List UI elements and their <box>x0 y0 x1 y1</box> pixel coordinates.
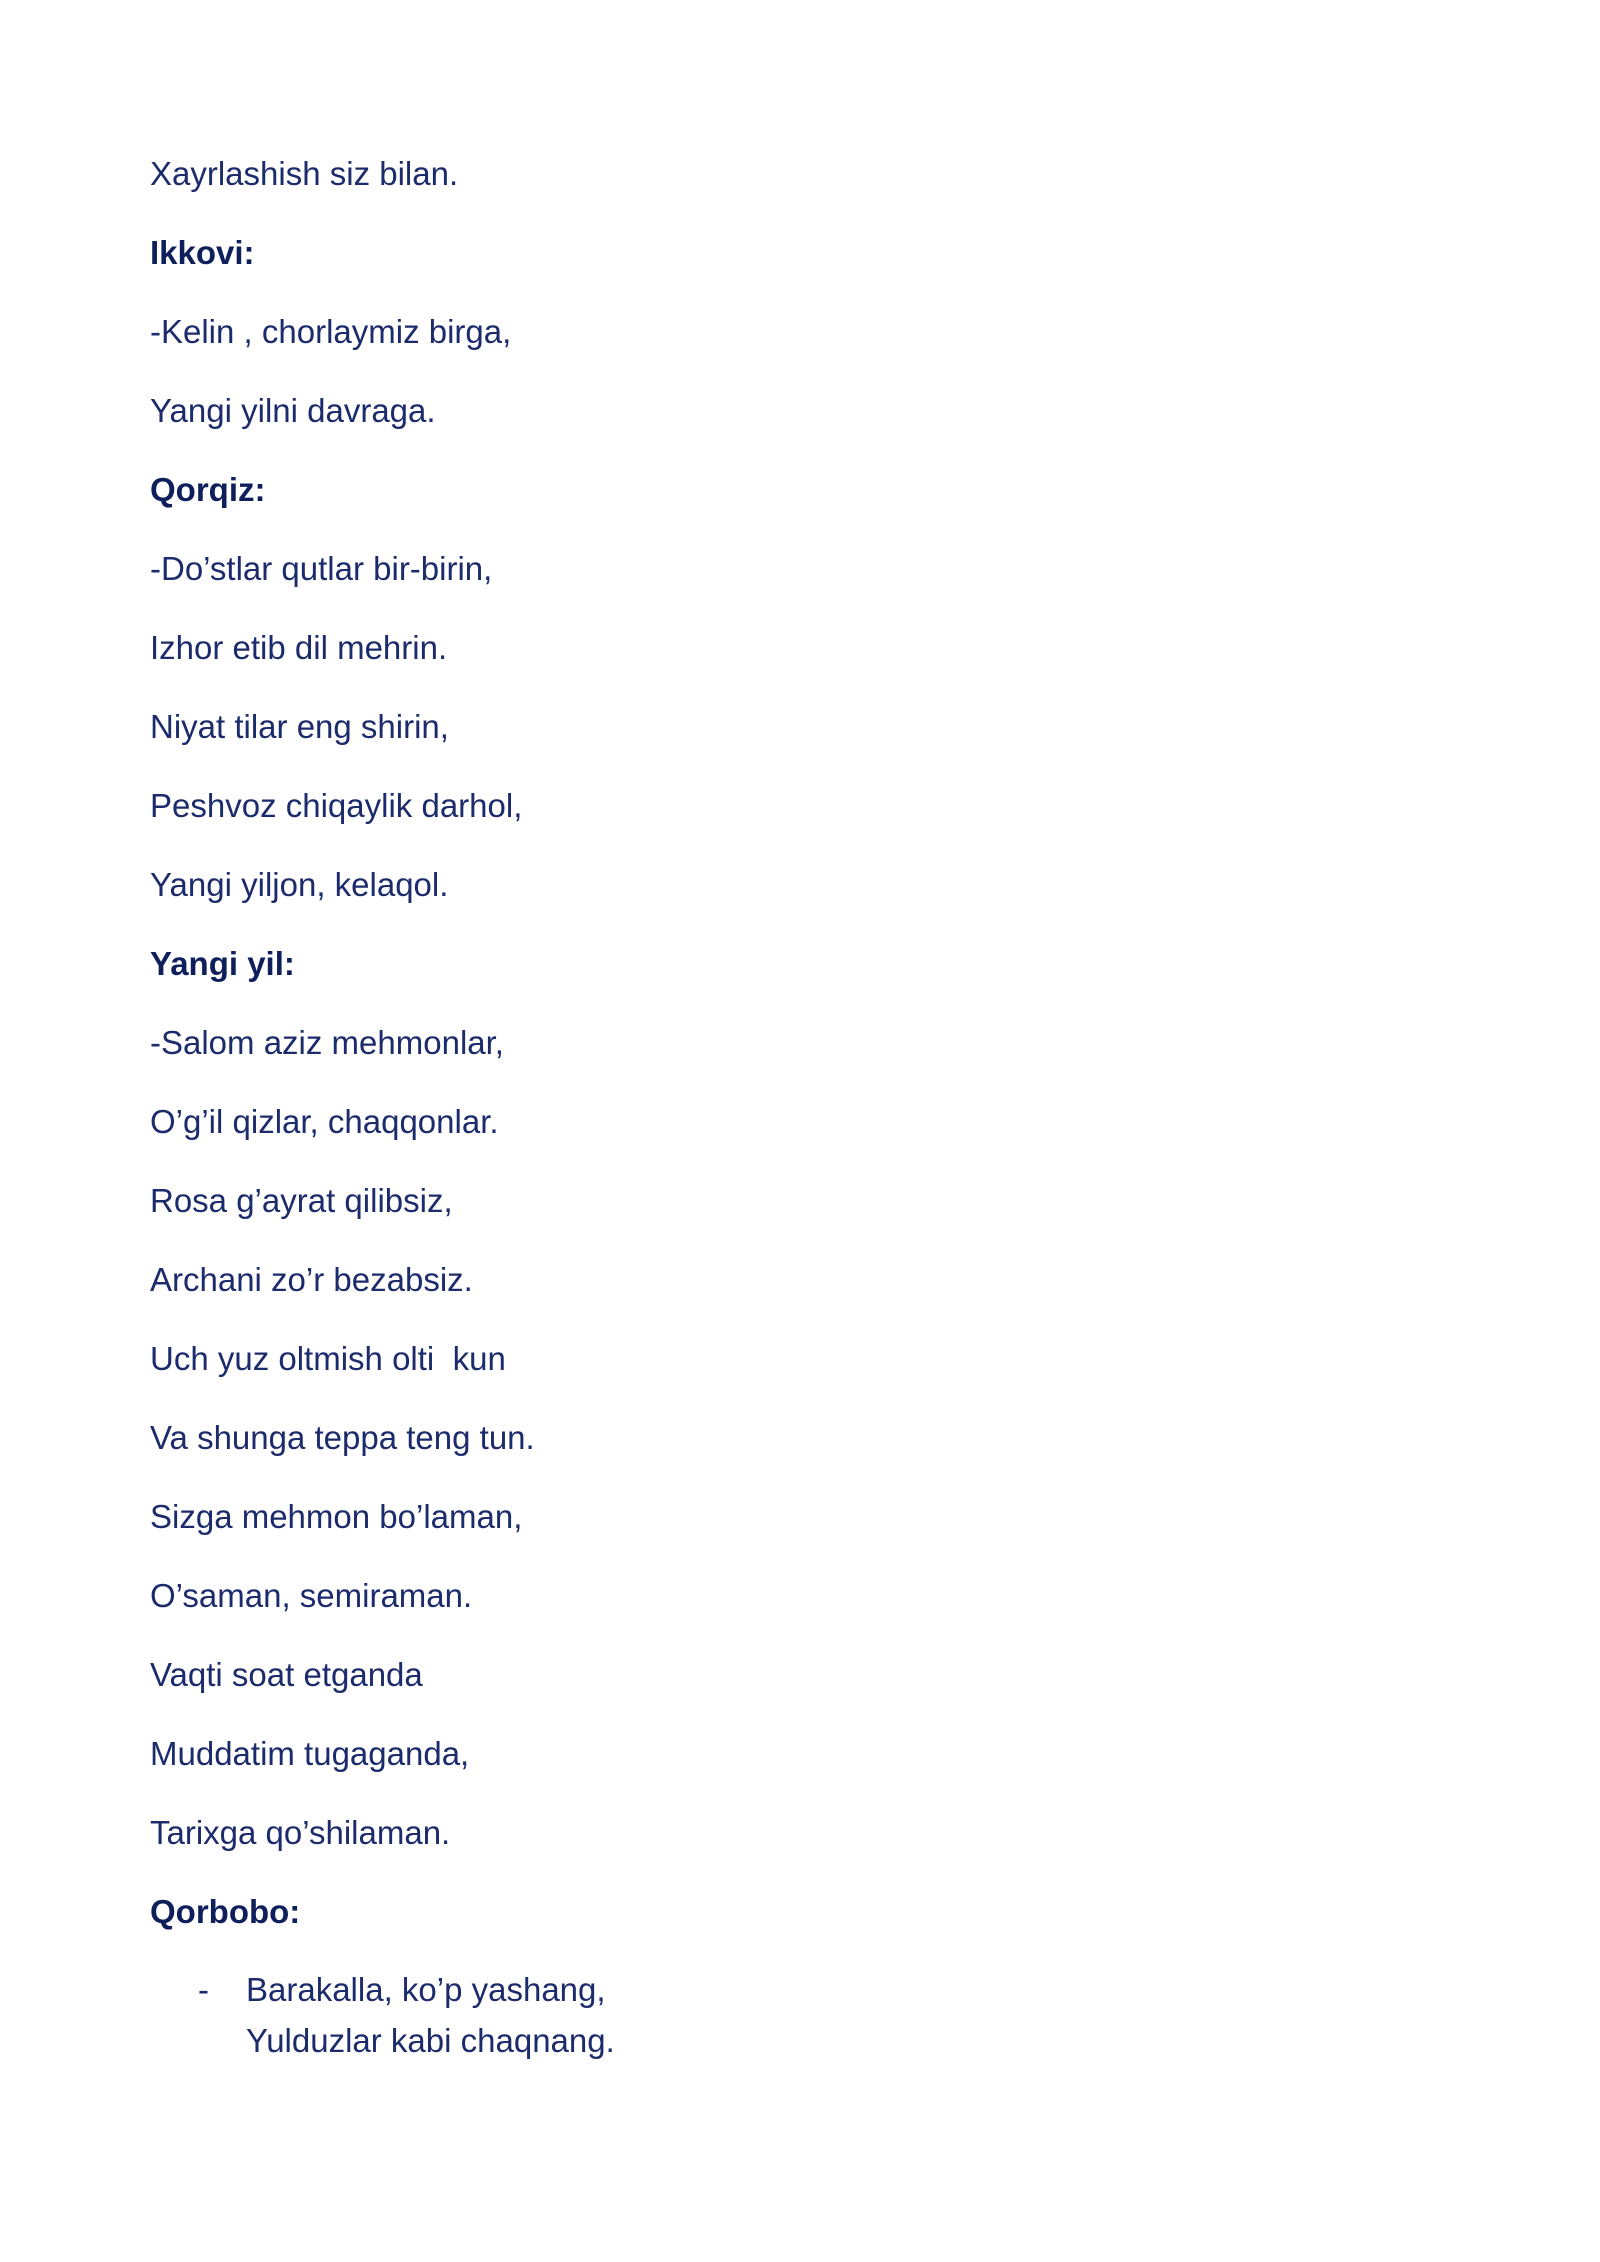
poem-line: Tarixga qo’shilaman. <box>150 1814 451 1851</box>
poem-line: Va shunga teppa teng tun. <box>150 1419 535 1456</box>
final-line-1: Barakalla, ko’p yashang, <box>246 1971 606 2008</box>
poem-line: Archani zo’r bezabsiz. <box>150 1261 473 1298</box>
poem-line: Izhor etib dil mehrin. <box>150 629 448 666</box>
poem-line: O’g’il qizlar, chaqqonlar. <box>150 1103 499 1140</box>
poem-line: -Salom aziz mehmonlar, <box>150 1024 504 1061</box>
poem-line: Yangi yiljon, kelaqol. <box>150 866 449 903</box>
poem-line: Uch yuz oltmish olti kun <box>150 1340 506 1377</box>
poem-line: Peshvoz chiqaylik darhol, <box>150 787 523 824</box>
speaker-label: Ikkovi: <box>150 234 255 271</box>
poem-line: Sizga mehmon bo’laman, <box>150 1498 523 1535</box>
speaker-label: Yangi yil: <box>150 945 295 982</box>
speaker-label: Qorbobo: <box>150 1893 301 1930</box>
poem-line: Muddatim tugaganda, <box>150 1735 470 1772</box>
poem-line: -Do’stlar qutlar bir-birin, <box>150 550 493 587</box>
poem-line: Xayrlashish siz bilan. <box>150 155 459 192</box>
poem-line: O’saman, semiraman. <box>150 1577 473 1614</box>
poem-line: -Kelin , chorlaymiz birga, <box>150 313 512 350</box>
poem-line: Niyat tilar eng shirin, <box>150 708 449 745</box>
poem-line: Yangi yilni davraga. <box>150 392 436 429</box>
speaker-label: Qorqiz: <box>150 471 266 508</box>
list-dash: - <box>198 1971 209 2008</box>
poem-line: Vaqti soat etganda <box>150 1656 423 1693</box>
final-line-2: Yulduzlar kabi chaqnang. <box>246 2022 615 2059</box>
poem-line: Rosa g’ayrat qilibsiz, <box>150 1182 453 1219</box>
